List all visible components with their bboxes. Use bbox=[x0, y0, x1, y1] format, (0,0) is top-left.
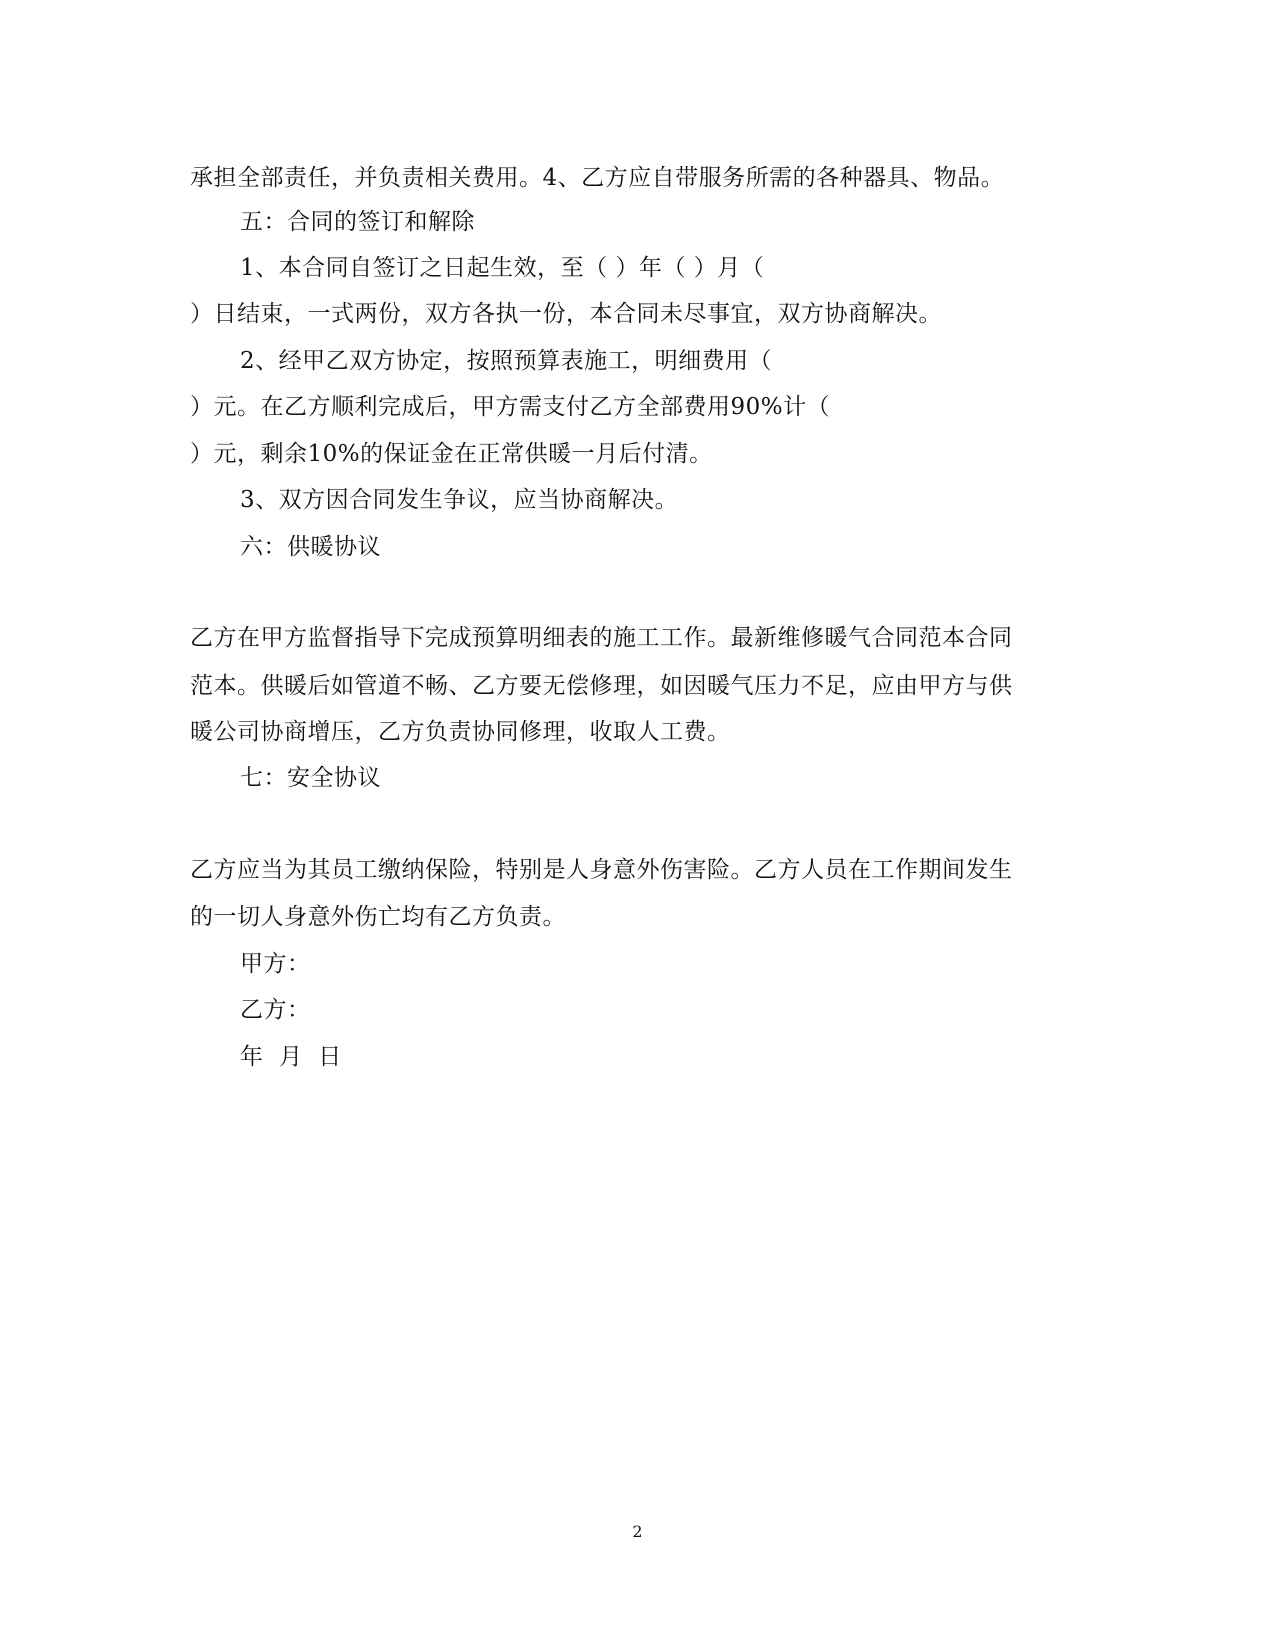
text-line: 暖公司协商增压，乙方负责协同修理，收取人工费。 bbox=[190, 719, 731, 745]
section-heading-6: 六：供暖协议 bbox=[240, 534, 381, 560]
page-number: 2 bbox=[632, 1522, 643, 1541]
signature-party-a: 甲方： bbox=[240, 951, 311, 977]
text-line: 1、本合同自签订之日起生效，至（ ）年（ ）月（ bbox=[240, 255, 765, 281]
signature-date: 年 月 日 bbox=[240, 1044, 342, 1070]
text-line: ）元，剩余10%的保证金在正常供暖一月后付清。 bbox=[190, 441, 713, 467]
text-line: 的一切人身意外伤亡均有乙方负责。 bbox=[190, 904, 566, 930]
text-line: 范本。供暖后如管道不畅、乙方要无偿修理，如因暖气压力不足，应由甲方与供 bbox=[190, 673, 1013, 699]
text-line: ）元。在乙方顺利完成后，甲方需支付乙方全部费用90%计（ bbox=[190, 394, 831, 420]
text-line: 乙方在甲方监督指导下完成预算明细表的施工工作。最新维修暖气合同范本合同 bbox=[190, 625, 1013, 651]
text-line: ）日结束，一式两份，双方各执一份，本合同未尽事宜，双方协商解决。 bbox=[190, 301, 942, 327]
signature-party-b: 乙方： bbox=[240, 997, 311, 1023]
text-line: 乙方应当为其员工缴纳保险，特别是人身意外伤害险。乙方人员在工作期间发生 bbox=[190, 857, 1013, 883]
section-heading-5: 五：合同的签订和解除 bbox=[240, 209, 475, 235]
text-line: 2、经甲乙双方协定，按照预算表施工，明细费用（ bbox=[240, 348, 773, 374]
text-line: 承担全部责任，并负责相关费用。4、乙方应自带服务所需的各种器具、物品。 bbox=[190, 165, 1005, 191]
section-heading-7: 七：安全协议 bbox=[240, 765, 381, 791]
text-line: 3、双方因合同发生争议，应当协商解决。 bbox=[240, 487, 679, 513]
